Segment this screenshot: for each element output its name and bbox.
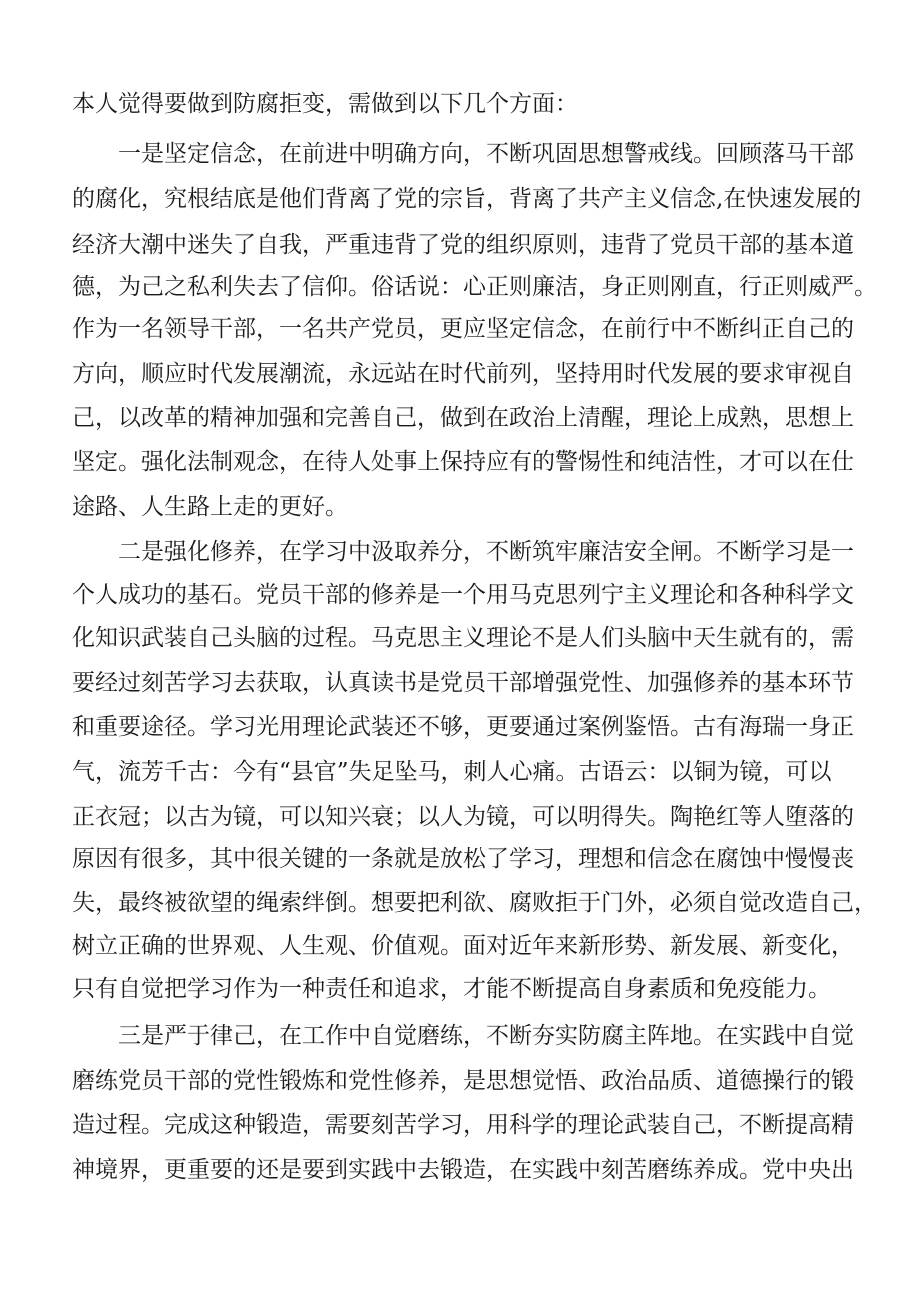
text-line bbox=[0, 84, 920, 124]
text-line bbox=[0, 1061, 920, 1101]
line-text: 三是严于律己，在工作中自觉磨练，不断夯实防腐主阵地。在实践中自觉 bbox=[118, 1023, 854, 1049]
text-line bbox=[0, 134, 920, 174]
line-text: 途路、人生路上走的更好。 bbox=[72, 494, 348, 520]
text-line bbox=[0, 752, 920, 792]
line-text: 失，最终被欲望的绳索绊倒。想要把利欲、腐败拒于门外，必须自觉改造自己， bbox=[72, 890, 877, 916]
line-text: 德，为己之私利失去了信仰。俗话说：心正则廉洁，身正则刚直，行正则威严。 bbox=[72, 274, 877, 300]
line-text: 个人成功的基石。党员干部的修养是一个用马克思列宁主义理论和各种科学文 bbox=[72, 582, 854, 608]
text-line bbox=[0, 1105, 920, 1145]
text-line bbox=[0, 532, 920, 572]
line-text: 的腐化，究根结底是他们背离了党的宗旨，背离了共产主义信念,在快速发展的 bbox=[72, 186, 862, 212]
text-line bbox=[0, 1016, 920, 1056]
line-text: 和重要途径。学习光用理论武装还不够，更要通过案例鉴悟。古有海瑞一身正 bbox=[72, 714, 854, 740]
line-text: 作为一名领导干部，一名共产党员，更应坚定信念，在前行中不断纠正自己的 bbox=[72, 316, 854, 342]
text-line bbox=[0, 663, 920, 703]
text-line bbox=[0, 225, 920, 265]
line-text: 本人觉得要做到防腐拒变，需做到以下几个方面： bbox=[72, 91, 578, 117]
text-line bbox=[0, 309, 920, 349]
line-text: 神境界，更重要的还是要到实践中去锻造，在实践中刻苦磨练养成。党中央出 bbox=[72, 1157, 854, 1183]
line-text: 正衣冠；以古为镜，可以知兴衰；以人为镜，可以明得失。陶艳红等人堕落的 bbox=[72, 804, 854, 830]
text-line bbox=[0, 442, 920, 482]
text-line bbox=[0, 797, 920, 837]
line-text: 气，流芳千古：今有“县官”失足坠马，刺人心痛。古语云：以铜为镜，可以 bbox=[72, 759, 832, 785]
line-text: 经济大潮中迷失了自我，严重违背了党的组织原则，违背了党员干部的基本道 bbox=[72, 232, 854, 258]
text-line bbox=[0, 487, 920, 527]
text-line bbox=[0, 969, 920, 1009]
line-text: 化知识武装自己头脑的过程。马克思主义理论不是人们头脑中天生就有的，需 bbox=[72, 625, 854, 651]
line-text: 磨练党员干部的党性锻炼和党性修养，是思想觉悟、政治品质、道德操行的锻 bbox=[72, 1068, 854, 1094]
text-line bbox=[0, 883, 920, 923]
text-line bbox=[0, 179, 920, 219]
text-line bbox=[0, 267, 920, 307]
line-text: 树立正确的世界观、人生观、价值观。面对近年来新形势、新发展、新变化， bbox=[72, 933, 854, 959]
line-text: 己，以改革的精神加强和完善自己，做到在政治上清醒，理论上成熟，思想上 bbox=[72, 405, 854, 431]
text-line bbox=[0, 926, 920, 966]
text-line bbox=[0, 839, 920, 879]
text-line bbox=[0, 1150, 920, 1190]
line-text: 要经过刻苦学习去获取，认真读书是党员干部增强党性、加强修养的基本环节 bbox=[72, 670, 854, 696]
text-line bbox=[0, 707, 920, 747]
line-text: 原因有很多，其中很关键的一条就是放松了学习，理想和信念在腐蚀中慢慢丧 bbox=[72, 846, 854, 872]
text-line bbox=[0, 354, 920, 394]
line-text: 造过程。完成这种锻造，需要刻苦学习，用科学的理论武装自己，不断提高精 bbox=[72, 1112, 854, 1138]
text-line bbox=[0, 398, 920, 438]
line-text: 坚定。强化法制观念，在待人处事上保持应有的警惕性和纯洁性，才可以在仕 bbox=[72, 449, 854, 475]
line-text: 方向，顺应时代发展潮流，永远站在时代前列，坚持用时代发展的要求审视自 bbox=[72, 361, 854, 387]
text-line bbox=[0, 618, 920, 658]
text-line bbox=[0, 575, 920, 615]
line-text: 二是强化修养，在学习中汲取养分，不断筑牢廉洁安全闸。不断学习是一 bbox=[118, 539, 854, 565]
line-text: 只有自觉把学习作为一种责任和追求，才能不断提高自身素质和免疫能力。 bbox=[72, 976, 831, 1002]
line-text: 一是坚定信念，在前进中明确方向，不断巩固思想警戒线。回顾落马干部 bbox=[118, 141, 854, 167]
